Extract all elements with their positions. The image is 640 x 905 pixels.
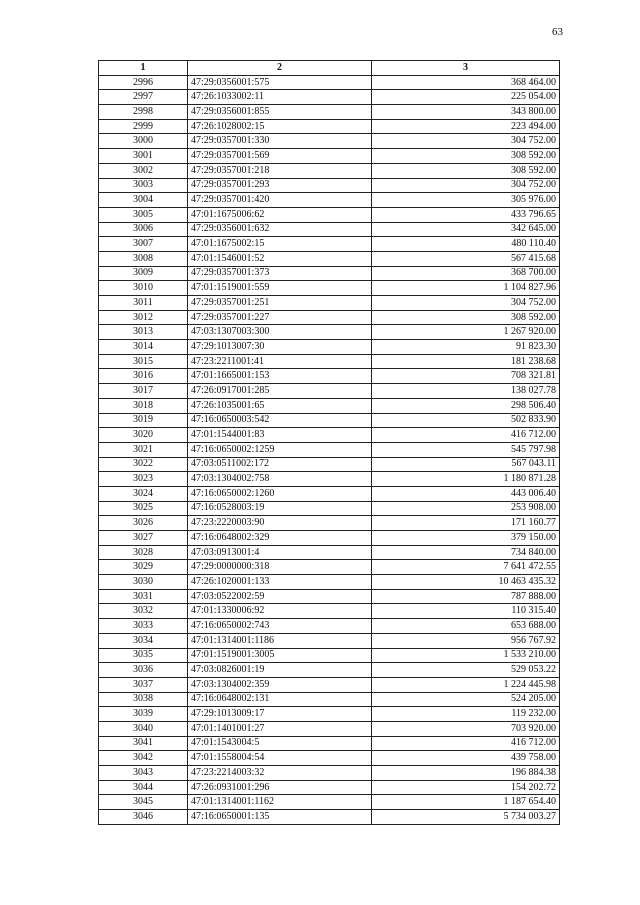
table-row xyxy=(99,428,560,443)
cadastral-value-cell: 443 006.40 xyxy=(372,486,560,501)
table-row xyxy=(99,780,560,795)
table-row xyxy=(99,134,560,149)
table-row xyxy=(99,105,560,120)
cadastral-value-cell: 119 232.00 xyxy=(372,707,560,722)
cadastral-number-cell: 47:29:0357001:218 xyxy=(188,163,372,178)
cadastral-value-cell: 956 767.92 xyxy=(372,633,560,648)
cadastral-number-cell: 47:26:1033002:11 xyxy=(188,90,372,105)
cadastral-number-cell: 47:01:1314001:1186 xyxy=(188,633,372,648)
cadastral-value-cell: 480 110.40 xyxy=(372,237,560,252)
cadastral-value-cell: 308 592.00 xyxy=(372,163,560,178)
table-header-row xyxy=(99,61,560,76)
table-row xyxy=(99,237,560,252)
table-row xyxy=(99,251,560,266)
cadastral-number-cell: 47:26:1020001:133 xyxy=(188,575,372,590)
cadastral-number-cell: 47:26:1035001:65 xyxy=(188,398,372,413)
cadastral-number-cell: 47:16:0650002:1259 xyxy=(188,442,372,457)
cadastral-value-cell: 653 688.00 xyxy=(372,619,560,634)
column-header-1: 1 xyxy=(99,61,188,76)
cadastral-value-cell: 308 592.00 xyxy=(372,310,560,325)
row-number-cell: 3040 xyxy=(99,721,188,736)
row-number-cell: 3006 xyxy=(99,222,188,237)
table-row xyxy=(99,677,560,692)
cadastral-number-cell: 47:29:0356001:855 xyxy=(188,105,372,120)
table-row xyxy=(99,178,560,193)
cadastral-value-table xyxy=(98,60,560,825)
table-row xyxy=(99,149,560,164)
table-row xyxy=(99,545,560,560)
cadastral-value-cell: 502 833.90 xyxy=(372,413,560,428)
row-number-cell: 3027 xyxy=(99,531,188,546)
table-row xyxy=(99,560,560,575)
cadastral-value-cell: 734 840.00 xyxy=(372,545,560,560)
row-number-cell: 3028 xyxy=(99,545,188,560)
table-row xyxy=(99,296,560,311)
column-header-3: 3 xyxy=(372,61,560,76)
table-row xyxy=(99,325,560,340)
cadastral-value-cell: 416 712.00 xyxy=(372,428,560,443)
table-row xyxy=(99,281,560,296)
cadastral-value-cell: 416 712.00 xyxy=(372,736,560,751)
cadastral-value-cell: 225 054.00 xyxy=(372,90,560,105)
cadastral-number-cell: 47:16:0528003:19 xyxy=(188,501,372,516)
cadastral-value-cell: 1 180 871.28 xyxy=(372,472,560,487)
cadastral-value-cell: 171 160.77 xyxy=(372,516,560,531)
cadastral-value-cell: 223 494.00 xyxy=(372,119,560,134)
row-number-cell: 3010 xyxy=(99,281,188,296)
row-number-cell: 3012 xyxy=(99,310,188,325)
row-number-cell: 3002 xyxy=(99,163,188,178)
table-row xyxy=(99,707,560,722)
table-row xyxy=(99,810,560,825)
row-number-cell: 3041 xyxy=(99,736,188,751)
row-number-cell: 3003 xyxy=(99,178,188,193)
row-number-cell: 3013 xyxy=(99,325,188,340)
table-row xyxy=(99,442,560,457)
cadastral-number-cell: 47:03:1307003:300 xyxy=(188,325,372,340)
row-number-cell: 3015 xyxy=(99,354,188,369)
row-number-cell: 2999 xyxy=(99,119,188,134)
row-number-cell: 3023 xyxy=(99,472,188,487)
cadastral-number-cell: 47:16:0650003:542 xyxy=(188,413,372,428)
table-row xyxy=(99,531,560,546)
table-row xyxy=(99,369,560,384)
cadastral-number-cell: 47:29:0356001:632 xyxy=(188,222,372,237)
table-row xyxy=(99,751,560,766)
table-row xyxy=(99,575,560,590)
column-header-2: 2 xyxy=(188,61,372,76)
cadastral-number-cell: 47:26:0931001:296 xyxy=(188,780,372,795)
cadastral-number-cell: 47:03:1304002:758 xyxy=(188,472,372,487)
cadastral-number-cell: 47:26:0917001:285 xyxy=(188,384,372,399)
cadastral-number-cell: 47:01:1675006:62 xyxy=(188,207,372,222)
row-number-cell: 3009 xyxy=(99,266,188,281)
table-row xyxy=(99,193,560,208)
table-row xyxy=(99,119,560,134)
cadastral-number-cell: 47:01:1546001:52 xyxy=(188,251,372,266)
cadastral-number-cell: 47:01:1314001:1162 xyxy=(188,795,372,810)
cadastral-number-cell: 47:29:0357001:569 xyxy=(188,149,372,164)
cadastral-number-cell: 47:01:1675002:15 xyxy=(188,237,372,252)
cadastral-value-cell: 567 043.11 xyxy=(372,457,560,472)
cadastral-number-cell: 47:01:1401001:27 xyxy=(188,721,372,736)
table-row xyxy=(99,207,560,222)
row-number-cell: 3020 xyxy=(99,428,188,443)
cadastral-value-cell: 298 506.40 xyxy=(372,398,560,413)
cadastral-value-cell: 181 238.68 xyxy=(372,354,560,369)
row-number-cell: 2998 xyxy=(99,105,188,120)
row-number-cell: 3036 xyxy=(99,663,188,678)
cadastral-number-cell: 47:01:1544001:83 xyxy=(188,428,372,443)
row-number-cell: 3043 xyxy=(99,766,188,781)
row-number-cell: 3025 xyxy=(99,501,188,516)
row-number-cell: 3034 xyxy=(99,633,188,648)
cadastral-value-cell: 379 150.00 xyxy=(372,531,560,546)
row-number-cell: 3030 xyxy=(99,575,188,590)
table-row xyxy=(99,736,560,751)
cadastral-number-cell: 47:29:1013007:30 xyxy=(188,340,372,355)
table-row xyxy=(99,457,560,472)
row-number-cell: 3045 xyxy=(99,795,188,810)
table-row xyxy=(99,633,560,648)
row-number-cell: 3042 xyxy=(99,751,188,766)
cadastral-number-cell: 47:29:0357001:251 xyxy=(188,296,372,311)
cadastral-value-cell: 304 752.00 xyxy=(372,134,560,149)
table-row xyxy=(99,604,560,619)
cadastral-number-cell: 47:16:0648002:131 xyxy=(188,692,372,707)
row-number-cell: 3022 xyxy=(99,457,188,472)
row-number-cell: 3026 xyxy=(99,516,188,531)
cadastral-number-cell: 47:29:0357001:420 xyxy=(188,193,372,208)
table-row xyxy=(99,516,560,531)
cadastral-value-cell: 1 187 654.40 xyxy=(372,795,560,810)
table-row xyxy=(99,766,560,781)
cadastral-number-cell: 47:03:0826001:19 xyxy=(188,663,372,678)
cadastral-value-cell: 1 533 210.00 xyxy=(372,648,560,663)
cadastral-number-cell: 47:01:1665001:153 xyxy=(188,369,372,384)
row-number-cell: 3007 xyxy=(99,237,188,252)
cadastral-value-cell: 91 823.30 xyxy=(372,340,560,355)
cadastral-number-cell: 47:01:1543004:5 xyxy=(188,736,372,751)
row-number-cell: 3001 xyxy=(99,149,188,164)
row-number-cell: 3005 xyxy=(99,207,188,222)
row-number-cell: 3018 xyxy=(99,398,188,413)
cadastral-value-cell: 703 920.00 xyxy=(372,721,560,736)
cadastral-value-cell: 439 758.00 xyxy=(372,751,560,766)
cadastral-number-cell: 47:29:1013009:17 xyxy=(188,707,372,722)
row-number-cell: 3037 xyxy=(99,677,188,692)
cadastral-value-cell: 304 752.00 xyxy=(372,296,560,311)
cadastral-number-cell: 47:29:0357001:373 xyxy=(188,266,372,281)
cadastral-number-cell: 47:03:0913001:4 xyxy=(188,545,372,560)
cadastral-value-cell: 524 205.00 xyxy=(372,692,560,707)
table-row xyxy=(99,266,560,281)
table-row xyxy=(99,354,560,369)
row-number-cell: 3017 xyxy=(99,384,188,399)
cadastral-number-cell: 47:29:0000000:318 xyxy=(188,560,372,575)
row-number-cell: 3032 xyxy=(99,604,188,619)
table-row xyxy=(99,472,560,487)
row-number-cell: 3004 xyxy=(99,193,188,208)
table-row xyxy=(99,384,560,399)
cadastral-value-cell: 10 463 435.32 xyxy=(372,575,560,590)
table-row xyxy=(99,75,560,90)
cadastral-value-cell: 1 267 920.00 xyxy=(372,325,560,340)
cadastral-number-cell: 47:01:1519001:3005 xyxy=(188,648,372,663)
cadastral-value-cell: 368 700.00 xyxy=(372,266,560,281)
cadastral-number-cell: 47:01:1558004:54 xyxy=(188,751,372,766)
page-number: 63 xyxy=(552,26,563,38)
row-number-cell: 2997 xyxy=(99,90,188,105)
cadastral-number-cell: 47:29:0356001:575 xyxy=(188,75,372,90)
cadastral-number-cell: 47:16:0650002:743 xyxy=(188,619,372,634)
cadastral-value-cell: 138 027.78 xyxy=(372,384,560,399)
cadastral-number-cell: 47:16:0650002:1260 xyxy=(188,486,372,501)
cadastral-number-cell: 47:23:2211001:41 xyxy=(188,354,372,369)
cadastral-value-cell: 787 888.00 xyxy=(372,589,560,604)
cadastral-number-cell: 47:29:0357001:227 xyxy=(188,310,372,325)
cadastral-value-cell: 305 976.00 xyxy=(372,193,560,208)
row-number-cell: 3031 xyxy=(99,589,188,604)
table-row xyxy=(99,501,560,516)
table-row xyxy=(99,90,560,105)
cadastral-number-cell: 47:01:1330006:92 xyxy=(188,604,372,619)
cadastral-value-cell: 304 752.00 xyxy=(372,178,560,193)
row-number-cell: 3039 xyxy=(99,707,188,722)
cadastral-value-cell: 368 464.00 xyxy=(372,75,560,90)
cadastral-value-cell: 110 315.40 xyxy=(372,604,560,619)
table-row xyxy=(99,795,560,810)
cadastral-value-cell: 545 797.98 xyxy=(372,442,560,457)
table-row xyxy=(99,163,560,178)
cadastral-number-cell: 47:29:0357001:330 xyxy=(188,134,372,149)
row-number-cell: 3035 xyxy=(99,648,188,663)
cadastral-number-cell: 47:01:1519001:559 xyxy=(188,281,372,296)
cadastral-number-cell: 47:23:2220003:90 xyxy=(188,516,372,531)
table-row xyxy=(99,310,560,325)
cadastral-value-cell: 529 053.22 xyxy=(372,663,560,678)
row-number-cell: 3029 xyxy=(99,560,188,575)
cadastral-number-cell: 47:03:1304002:359 xyxy=(188,677,372,692)
table-row xyxy=(99,413,560,428)
cadastral-value-cell: 433 796.65 xyxy=(372,207,560,222)
row-number-cell: 3019 xyxy=(99,413,188,428)
row-number-cell: 3044 xyxy=(99,780,188,795)
row-number-cell: 2996 xyxy=(99,75,188,90)
cadastral-number-cell: 47:29:0357001:293 xyxy=(188,178,372,193)
cadastral-value-cell: 1 104 827.96 xyxy=(372,281,560,296)
row-number-cell: 3033 xyxy=(99,619,188,634)
cadastral-value-cell: 343 800.00 xyxy=(372,105,560,120)
table-row xyxy=(99,663,560,678)
row-number-cell: 3014 xyxy=(99,340,188,355)
table-row xyxy=(99,340,560,355)
row-number-cell: 3008 xyxy=(99,251,188,266)
cadastral-number-cell: 47:03:0522002:59 xyxy=(188,589,372,604)
table-row xyxy=(99,589,560,604)
cadastral-value-cell: 154 202.72 xyxy=(372,780,560,795)
table-row xyxy=(99,222,560,237)
row-number-cell: 3000 xyxy=(99,134,188,149)
table-row xyxy=(99,648,560,663)
cadastral-value-cell: 253 908.00 xyxy=(372,501,560,516)
table-row xyxy=(99,692,560,707)
table-row xyxy=(99,619,560,634)
cadastral-number-cell: 47:26:1028002:15 xyxy=(188,119,372,134)
cadastral-number-cell: 47:03:0511002:172 xyxy=(188,457,372,472)
cadastral-number-cell: 47:23:2214003:32 xyxy=(188,766,372,781)
row-number-cell: 3024 xyxy=(99,486,188,501)
cadastral-value-cell: 567 415.68 xyxy=(372,251,560,266)
cadastral-value-cell: 308 592.00 xyxy=(372,149,560,164)
cadastral-number-cell: 47:16:0648002:329 xyxy=(188,531,372,546)
cadastral-number-cell: 47:16:0650001:135 xyxy=(188,810,372,825)
row-number-cell: 3021 xyxy=(99,442,188,457)
cadastral-value-cell: 342 645.00 xyxy=(372,222,560,237)
row-number-cell: 3038 xyxy=(99,692,188,707)
table-row xyxy=(99,398,560,413)
cadastral-value-cell: 7 641 472.55 xyxy=(372,560,560,575)
table-row xyxy=(99,486,560,501)
cadastral-value-cell: 196 884.38 xyxy=(372,766,560,781)
row-number-cell: 3016 xyxy=(99,369,188,384)
row-number-cell: 3011 xyxy=(99,296,188,311)
cadastral-value-cell: 1 224 445.98 xyxy=(372,677,560,692)
row-number-cell: 3046 xyxy=(99,810,188,825)
table-row xyxy=(99,721,560,736)
cadastral-value-cell: 5 734 003.27 xyxy=(372,810,560,825)
cadastral-value-cell: 708 321.81 xyxy=(372,369,560,384)
